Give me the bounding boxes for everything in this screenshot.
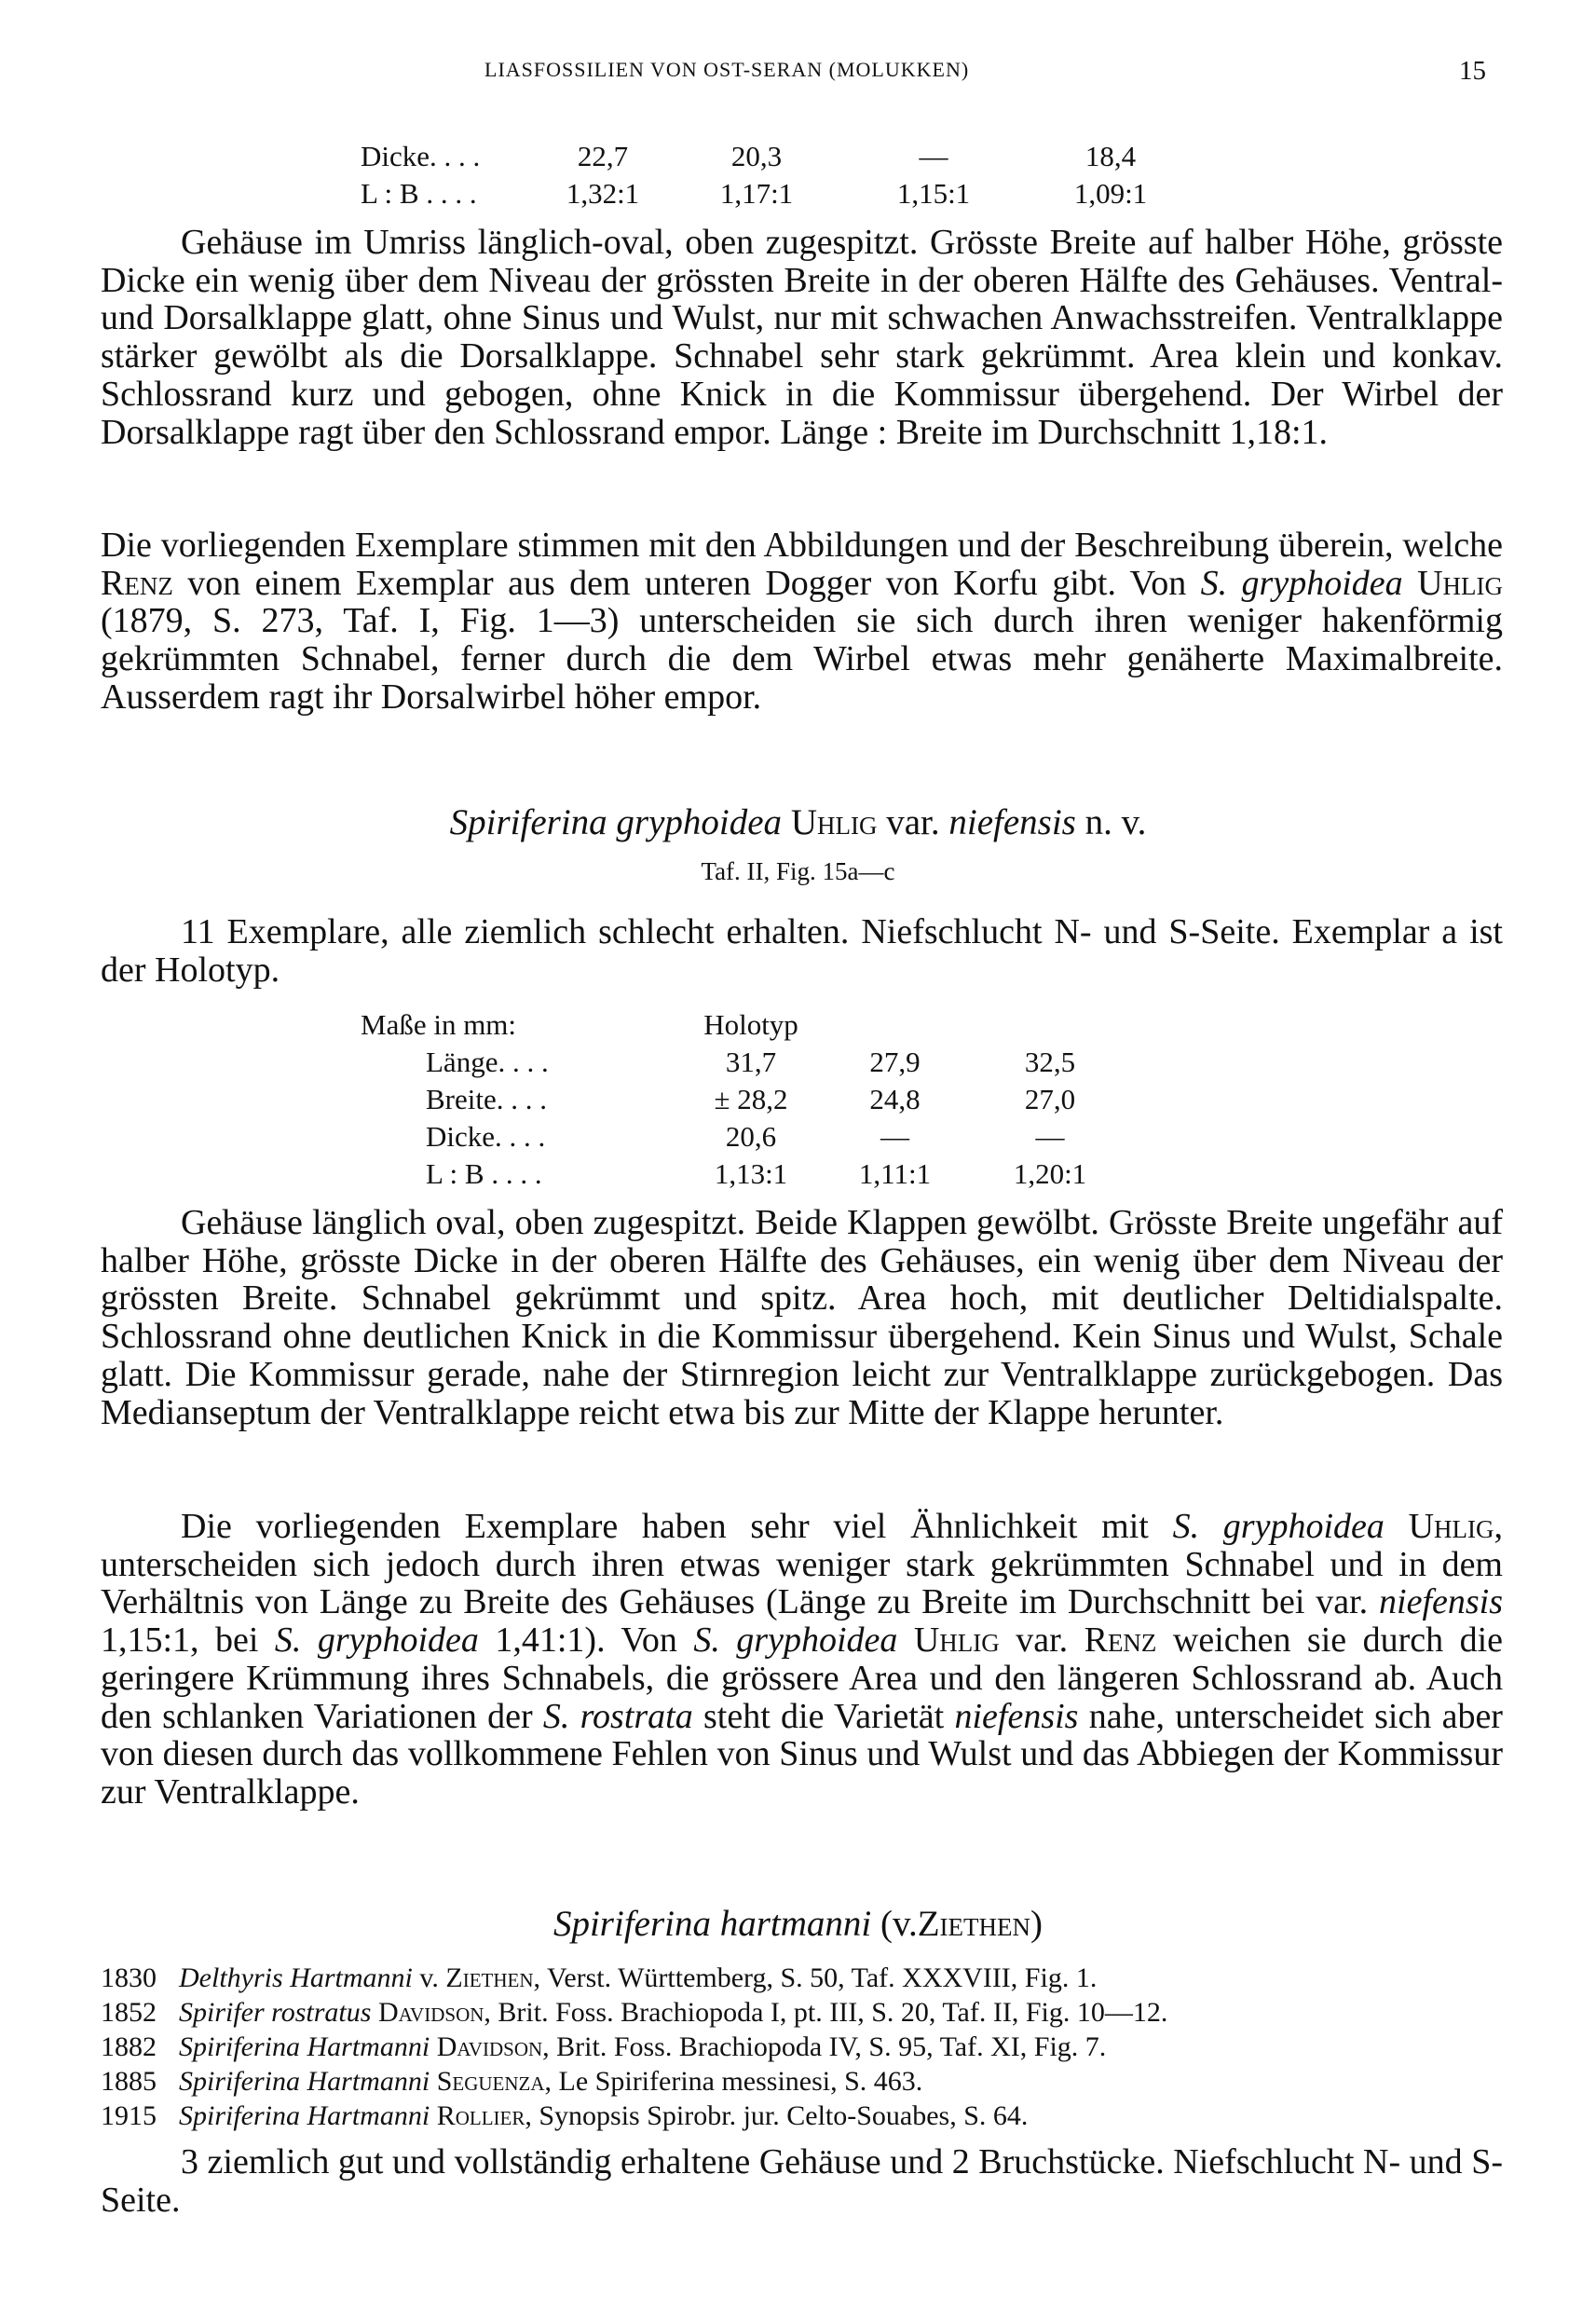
synonymy-entry: 1852 Spirifer rostratus Davidson, Brit. Foss. Brachiopoda I, pt. III, S. 20, Taf. II, Fig. 10—12. [101,1997,1168,2028]
table-cell: 1,13:1 [714,1157,788,1190]
author-name: Renz [1084,1620,1157,1661]
species-name: S. rostrata [542,1696,693,1736]
table-cell: 1,32:1 [566,177,640,210]
table-cell: 1,09:1 [1073,177,1148,210]
table-cell: 1,17:1 [719,177,794,210]
table-cell: 32,5 [1024,1046,1076,1078]
species-name: S. gryphoidea [693,1620,898,1661]
table-cell: 22,7 [577,140,629,172]
table-cell: — [919,140,948,172]
table-header-label: Maße in mm: [361,1008,517,1041]
row-label: Dicke. . . . [426,1120,546,1153]
author-name: Uhlig [1417,563,1503,603]
table-cell: 24,8 [869,1083,921,1115]
table-cell: 27,9 [869,1046,921,1078]
table-row [361,175,1199,212]
material-paragraph: 11 Exemplare, alle ziemlich schlecht erhalten. Niefschlucht N- und S-Seite. Exemplar a ist der Holotyp. [101,912,1503,990]
description-paragraph: Gehäuse länglich oval, oben zugespitzt. Beide Klappen gewölbt. Grösste Breite ungefähr auf halber Höhe, grösste Dicke in der oberen Hälfte des Gehäuses, ein wenig über dem Niveau der grössten Breite. Schnabel gekrümmt und spitz. Area hoch, mit deutlicher Deltidialspalte. Schlossrand ohne deutlichen Knick in die Kommissur übergehend. Kein Sinus und Wulst, Schale glatt. Die Kommissur gerade, nahe der Stirnregion leicht zur Ventralklappe zurückgebogen. Das Medianseptum der Ventralklappe reicht etwa bis zur Mitte der Klappe herunter. [101,1203,1503,1432]
row-label: L : B . . . . [426,1157,542,1190]
row-label: L : B . . . . [361,177,477,210]
comparison-paragraph: Die vorliegenden Exemplare haben sehr viel Ähnlichkeit mit S. gryphoidea Uhlig, unterscheiden sich jedoch durch ihren etwas weniger stark gekrümmten Schnabel und in dem Verhältnis von Länge zu Breite des Gehäuses (Länge zu Breite im Durchschnitt bei var. niefensis 1,15:1, bei S. gryphoidea 1,41:1). Von S. gryphoidea Uhlig var. Renz weichen sie durch die geringere Krümmung ihres Schnabels, die grössere Area und den längeren Schlossrand ab. Auch den schlanken Variationen der S. rostrata steht die Varietät niefensis nahe, unterscheidet sich aber von diesen durch das vollkommene Fehlen von Sinus und Wulst und das Abbiegen der Kommissur zur Ventralklappe. [101,1507,1504,1812]
table-cell: 1,20:1 [1013,1157,1087,1190]
row-label: Breite. . . . [426,1083,547,1115]
table-cell: 31,7 [725,1046,777,1078]
plate-reference: Taf. II, Fig. 15a—c [701,857,895,885]
measurement-table-2 [361,1006,1120,1193]
table-row [361,1044,1120,1081]
synonymy-entry: 1885 Spiriferina Hartmanni Seguenza, Le Spiriferina messinesi, S. 463. [101,2066,923,2097]
description-paragraph: Gehäuse im Umriss länglich-oval, oben zugespitzt. Grösste Breite auf halber Höhe, grösste Dicke ein wenig über dem Niveau der grössten Breite in der oberen Hälfte des Gehäuses. Ventral- und Dorsalklappe glatt, ohne Sinus und Wulst, nur mit schwachen Anwachsstreifen. Ventralklappe stärker gewölbt als die Dorsalklappe. Schnabel sehr stark gekrümmt. Area klein und konkav. Schlossrand kurz und gebogen, ohne Knick in die Kommissur übergehend. Der Wirbel der Dorsalklappe ragt über den Schlossrand empor. Länge : Breite im Durchschnitt 1,18:1. [101,223,1503,452]
variety-name: niefensis [954,1696,1079,1736]
table-header-row [361,1006,1120,1044]
comparison-paragraph: Die vorliegenden Exemplare stimmen mit den Abbildungen und der Beschreibung überein, welche Renz von einem Exemplar aus dem unteren Dogger von Korfu gibt. Von S. gryphoidea Uhlig (1879, S. 273, Taf. I, Fig. 1—3) unterscheiden sie sich durch ihren weniger hakenförmig gekrümmten Schnabel, ferner durch die dem Wirbel etwas mehr genäherte Maximalbreite. Ausserdem ragt ihr Dorsalwirbel höher empor. [101,526,1503,717]
species-heading-niefensis: Spiriferina gryphoidea Uhlig var. niefensis n. v. [449,802,1147,842]
table-cell: 27,0 [1024,1083,1076,1115]
material-paragraph: 3 ziemlich gut und vollständig erhaltene Gehäuse und 2 Bruchstücke. Niefschlucht N- und S-Seite. [101,2142,1503,2220]
synonymy-entry: 1882 Spiriferina Hartmanni Davidson, Brit. Foss. Brachiopoda IV, S. 95, Taf. XI, Fig. 7. [101,2031,1107,2062]
table-cell: — [1035,1120,1065,1153]
species-heading-hartmanni: Spiriferina hartmanni (v.Ziethen) [552,1904,1044,1944]
table-cell: 1,11:1 [858,1157,932,1190]
row-label: Dicke. . . . [361,140,481,172]
table-cell: 18,4 [1084,140,1137,172]
synonymy-list [101,1961,1503,2133]
variety-name: niefensis [1379,1582,1503,1622]
table-cell: 1,15:1 [896,177,971,210]
author-name: Renz [101,563,173,603]
table-header-holotype: Holotyp [703,1008,798,1041]
species-name: S. gryphoidea [1172,1507,1385,1546]
synonymy-entry: 1915 Spiriferina Hartmanni Rollier, Synopsis Spirobr. jur. Celto-Souabes, S. 64. [101,2100,1029,2131]
species-name: S. gryphoidea [274,1620,479,1661]
table-row [361,1081,1120,1118]
table-row [361,138,1199,175]
species-name: S. gryphoidea [1200,563,1403,603]
measurement-table-1 [361,138,1199,212]
table-cell: — [880,1120,909,1153]
synonymy-entry: 1830 Delthyris Hartmanni v. Ziethen, Verst. Württemberg, S. 50, Taf. XXXVIII, Fig. 1. [101,1962,1098,1993]
author-name: Uhlig [913,1620,1000,1661]
table-cell: 20,3 [730,140,783,172]
author-name: Uhlig [1408,1507,1494,1546]
table-cell: 20,6 [725,1120,777,1153]
table-row [361,1118,1120,1156]
table-row [361,1156,1120,1193]
page-number: 15 [1459,56,1486,86]
row-label: Länge. . . . [426,1046,549,1078]
running-title: LIASFOSSILIEN VON OST-SERAN (MOLUKKEN) [484,58,970,81]
table-cell: ± 28,2 [714,1083,788,1115]
